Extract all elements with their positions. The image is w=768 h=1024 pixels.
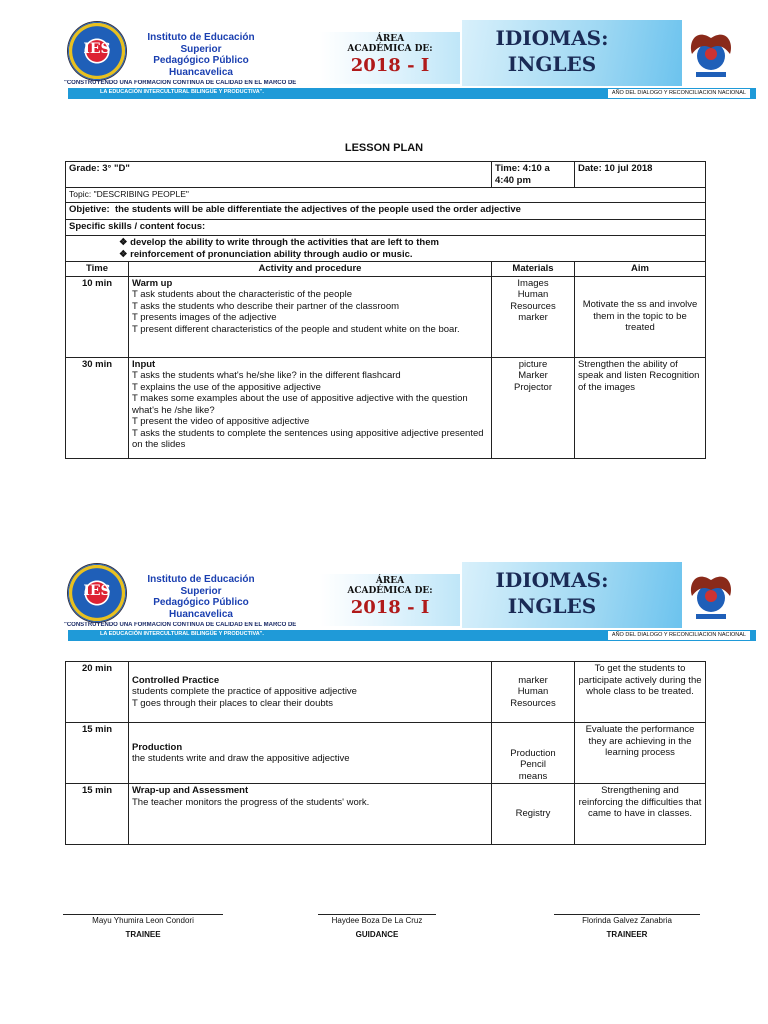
skills-label: Specific skills / content focus: (66, 220, 706, 236)
lesson-plan-table (65, 161, 706, 459)
year-name: AÑO DEL DIALOGO Y RECONCILIACION NACIONAL (608, 89, 750, 98)
area-block: ÁREA ACADÉMICA DE: 2018 - I (320, 574, 460, 626)
grade-cell: Grade: 3° "D" (66, 162, 492, 188)
eagle-emblem-icon (686, 24, 736, 80)
semester: 2018 - I (350, 597, 430, 618)
signature-role: GUIDANCE (355, 930, 399, 939)
motto: "CONSTRUYENDO UNA FORMACIÓN CONTINUA DE CALIDAD EN EL MARCO DE (64, 80, 297, 86)
objective-cell: Objetive: the students will be able differentiate the adjectives of the people used the order adjective (66, 203, 706, 220)
letterhead (62, 562, 756, 640)
letterhead (62, 20, 756, 98)
date-cell: Date: 10 jul 2018 (575, 162, 706, 188)
topic-cell: Topic: "DESCRIBING PEOPLE" (66, 188, 706, 203)
table-row: 20 min Controlled Practice students complete the practice of appositive adjective T goes through their places to clear their doubts marker Human Resources To get the students to participate actively during the whole class to be treated. (66, 662, 706, 723)
page-title: LESSON PLAN (344, 142, 424, 154)
institute-name: Instituto de Educación Superior Pedagógico Público Huancavelica (147, 574, 255, 620)
column-header: Activity and procedure (129, 262, 492, 277)
header-bar: LA EDUCACIÓN INTERCULTURAL BILINGÜE Y PRODUCTIVA". AÑO DEL DIALOGO Y RECONCILIACION NACIONAL (68, 630, 756, 641)
skills-list: ❖ develop the ability to write through the activities that are left to them ❖ reinforcement of pronunciation ability through audio or music. (66, 236, 706, 262)
institute-seal-icon: IES (68, 564, 126, 622)
column-header: Time (66, 262, 129, 277)
table-row: 10 min Warm up T ask students about the characteristic of the people T asks the students who describe their partner of the classroom T presents images of the adjective T present different characteristics of the people and student white on the boar. Images Human Resources marker Motivate the ss and involve them in the topic to be treated (66, 276, 706, 357)
signature-name: Haydee Boza De La Cruz (331, 916, 423, 925)
table-row: 30 min Input T asks the students what's he/she like? in the different flashcard T explains the use of the appositive adjective T makes some examples about the use of appositive adjective with the question what's he /she like? T present the video of appositive adjective T asks the students to complete the sentences using appositive adjective presented on the slides picture Marker Projector Strengthen the ability of speak and listen Recognition of the images (66, 357, 706, 458)
signature-role: TRAINEE (125, 930, 161, 939)
table-row: 15 min Wrap-up and Assessment The teacher monitors the progress of the students' work. Registry Strengthening and reinforcing the difficulties that came to have in classes. (66, 784, 706, 845)
subject-banner: IDIOMAS: INGLES (462, 562, 682, 628)
column-header: Materials (492, 262, 575, 277)
lesson-plan-table-continued (65, 661, 706, 845)
table-row: 15 min Production the students write and draw the appositive adjective Production Pencil means Evaluate the performance they are achieving in the learning process (66, 723, 706, 784)
area-block: ÁREA ACADÉMICA DE: 2018 - I (320, 32, 460, 84)
year-name: AÑO DEL DIALOGO Y RECONCILIACION NACIONAL (608, 631, 750, 640)
subject-banner: IDIOMAS: INGLES (462, 20, 682, 86)
institute-seal-icon: IES (68, 22, 126, 80)
institute-name: Instituto de Educación Superior Pedagógico Público Huancavelica (147, 32, 255, 78)
semester: 2018 - I (350, 55, 430, 76)
signature-name: Mayu Yhumira Leon Condori (92, 916, 194, 925)
signature-role: TRAINEER (606, 930, 648, 939)
column-header: Aim (575, 262, 706, 277)
time-cell: Time: 4:10 a 4:40 pm (492, 162, 575, 188)
header-bar: LA EDUCACIÓN INTERCULTURAL BILINGÜE Y PRODUCTIVA". AÑO DEL DIALOGO Y RECONCILIACION NACIONAL (68, 88, 756, 99)
signature-name: Florinda Galvez Zanabria (582, 916, 672, 925)
motto: "CONSTRUYENDO UNA FORMACIÓN CONTINUA DE CALIDAD EN EL MARCO DE (64, 622, 297, 628)
eagle-emblem-icon (686, 566, 736, 622)
